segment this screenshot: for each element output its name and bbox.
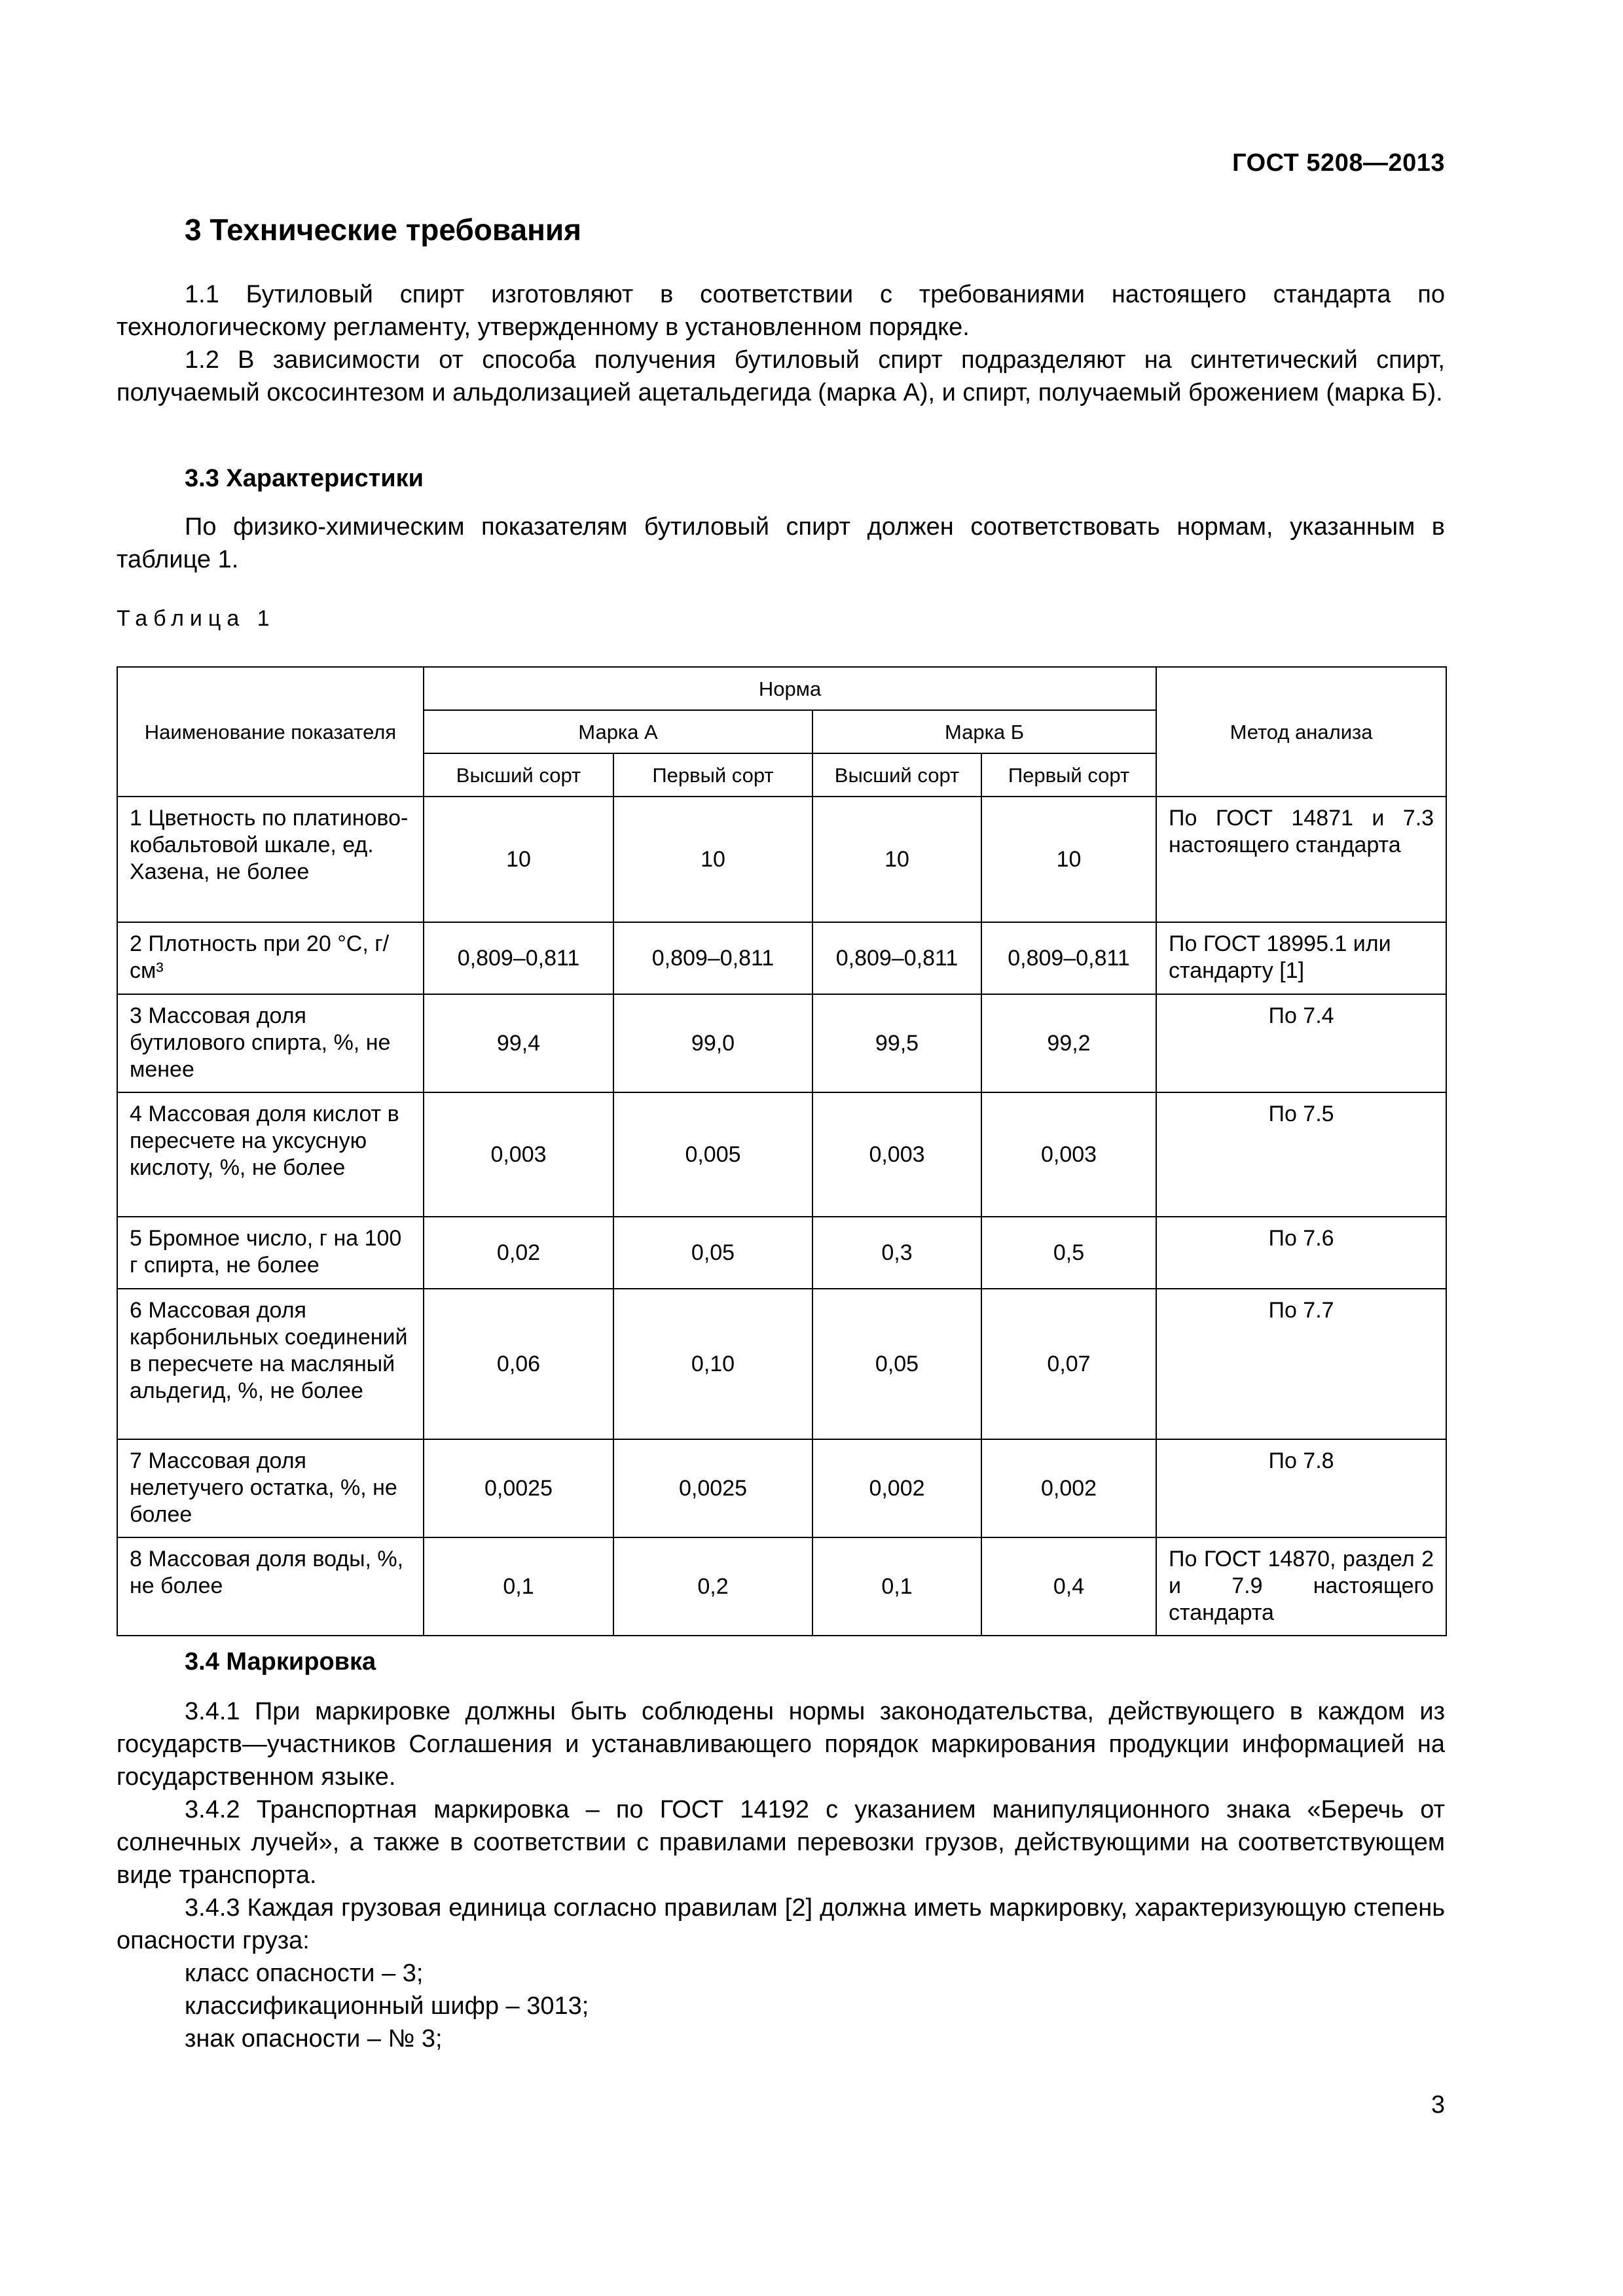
row-name: 4 Массовая доля кислот в пересчете на уксусную кислоту, %, не более xyxy=(117,1092,424,1217)
subsection-title-characteristics: 3.3 Характеристики xyxy=(185,465,424,492)
page-number: 3 xyxy=(1431,2091,1445,2119)
paragraph-3-4-3: 3.4.3 Каждая грузовая единица согласно правилам [2] должна иметь маркировку, характеризующую степень опасности груза: xyxy=(117,1894,1445,1954)
cell-method: По ГОСТ 14870, раздел 2 и 7.9 настоящего стандарта xyxy=(1156,1537,1446,1636)
header-grade-a: Марка А xyxy=(424,710,812,753)
cell-a-top: 0,809–0,811 xyxy=(424,922,613,994)
cell-b-first: 0,809–0,811 xyxy=(981,922,1156,994)
cell-a-top: 0,1 xyxy=(424,1537,613,1636)
cell-b-first: 99,2 xyxy=(981,994,1156,1092)
list-item: знак опасности – № 3; xyxy=(185,2025,443,2053)
table-row xyxy=(117,1289,1446,1439)
specs-table xyxy=(117,666,1447,1636)
cell-a-first: 99,0 xyxy=(613,994,812,1092)
cell-b-top: 0,002 xyxy=(812,1439,981,1537)
cell-a-first: 0,005 xyxy=(613,1092,812,1217)
cell-a-top: 10 xyxy=(424,797,613,922)
row-name: 5 Бромное число, г на 100 г спирта, не более xyxy=(117,1217,424,1289)
row-name: 8 Массовая доля воды, %, не более xyxy=(117,1537,424,1636)
cell-a-first: 0,05 xyxy=(613,1217,812,1289)
header-name: Наименование показателя xyxy=(117,667,424,797)
document-id: ГОСТ 5208—2013 xyxy=(1232,149,1445,177)
paragraph-1-1: 1.1 Бутиловый спирт изготовляют в соответствии с требованиями настоящего стандарта по технологическому регламенту, утвержденному в установленном порядке. xyxy=(117,281,1445,341)
cell-a-top: 0,0025 xyxy=(424,1439,613,1537)
table-row xyxy=(117,922,1446,994)
cell-b-first: 0,5 xyxy=(981,1217,1156,1289)
cell-method: По 7.4 xyxy=(1156,994,1446,1092)
row-name: 1 Цветность по платиново-кобальтовой шкале, ед. Хазена, не более xyxy=(117,797,424,922)
cell-method: По ГОСТ 18995.1 или стандарту [1] xyxy=(1156,922,1446,994)
cell-a-top: 0,003 xyxy=(424,1092,613,1217)
list-item: классификационный шифр – 3013; xyxy=(185,1992,589,2020)
cell-a-first: 10 xyxy=(613,797,812,922)
cell-b-first: 0,002 xyxy=(981,1439,1156,1537)
row-name: 3 Массовая доля бутилового спирта, %, не менее xyxy=(117,994,424,1092)
header-method: Метод анализа xyxy=(1156,667,1446,797)
paragraph-3-4-2: 3.4.2 Транспортная маркировка – по ГОСТ 14192 с указанием манипуляционного знака «Беречь от солнечных лучей», а также в соответствии с правилами перевозки грузов, действующими на соответствующем виде транспорта. xyxy=(117,1796,1445,1889)
subsection-title-marking: 3.4 Маркировка xyxy=(185,1648,376,1676)
cell-a-first: 0,809–0,811 xyxy=(613,922,812,994)
cell-b-top: 0,3 xyxy=(812,1217,981,1289)
cell-method: По 7.6 xyxy=(1156,1217,1446,1289)
table-row xyxy=(117,1439,1446,1537)
cell-b-first: 0,07 xyxy=(981,1289,1156,1439)
marking-paragraphs xyxy=(117,1695,1445,2055)
characteristics-paragraph xyxy=(117,511,1445,576)
cell-b-top: 0,05 xyxy=(812,1289,981,1439)
cell-b-top: 99,5 xyxy=(812,994,981,1092)
paragraph-1-2: 1.2 В зависимости от способа получения бутиловый спирт подразделяют на синтетический спирт, получаемый оксосинтезом и альдолизацией ацетальдегида (марка А), и спирт, получаемый брожением (марка Б). xyxy=(117,346,1445,406)
cell-a-top: 0,06 xyxy=(424,1289,613,1439)
cell-a-first: 0,10 xyxy=(613,1289,812,1439)
header-b-first: Первый сорт xyxy=(981,753,1156,797)
section-title: 3 Технические требования xyxy=(185,213,581,247)
row-name: 7 Массовая доля нелетучего остатка, %, не более xyxy=(117,1439,424,1537)
cell-b-top: 0,1 xyxy=(812,1537,981,1636)
cell-b-first: 10 xyxy=(981,797,1156,922)
table-caption: Таблица 1 xyxy=(117,606,276,631)
cell-a-top: 0,02 xyxy=(424,1217,613,1289)
cell-b-first: 0,4 xyxy=(981,1537,1156,1636)
list-item: класс опасности – 3; xyxy=(185,1960,424,1987)
cell-b-first: 0,003 xyxy=(981,1092,1156,1217)
row-name: 2 Плотность при 20 °С, г/см³ xyxy=(117,922,424,994)
header-norm: Норма xyxy=(424,667,1156,710)
table-row xyxy=(117,994,1446,1092)
intro-paragraphs xyxy=(117,278,1445,409)
cell-b-top: 0,003 xyxy=(812,1092,981,1217)
cell-a-top: 99,4 xyxy=(424,994,613,1092)
row-name: 6 Массовая доля карбонильных соединений в пересчете на масляный альдегид, %, не более xyxy=(117,1289,424,1439)
table-row xyxy=(117,1217,1446,1289)
table-row xyxy=(117,1537,1446,1636)
cell-method: По 7.5 xyxy=(1156,1092,1446,1217)
cell-a-first: 0,0025 xyxy=(613,1439,812,1537)
table-row xyxy=(117,797,1446,922)
cell-method: По 7.8 xyxy=(1156,1439,1446,1537)
table-row xyxy=(117,1092,1446,1217)
header-a-top: Высший сорт xyxy=(424,753,613,797)
paragraph-3-4-1: 3.4.1 При маркировке должны быть соблюдены нормы законодательства, действующего в каждом из государств—участников Соглашения и устанавливающего порядок маркирования продукции информацией на государственном языке. xyxy=(117,1698,1445,1791)
paragraph-3-3: По физико-химическим показателям бутиловый спирт должен соответствовать нормам, указанным в таблице 1. xyxy=(117,513,1445,573)
marking-list xyxy=(117,1957,1445,2055)
cell-a-first: 0,2 xyxy=(613,1537,812,1636)
cell-method: По ГОСТ 14871 и 7.3 настоящего стандарта xyxy=(1156,797,1446,922)
cell-method: По 7.7 xyxy=(1156,1289,1446,1439)
cell-b-top: 0,809–0,811 xyxy=(812,922,981,994)
header-a-first: Первый сорт xyxy=(613,753,812,797)
cell-b-top: 10 xyxy=(812,797,981,922)
header-grade-b: Марка Б xyxy=(812,710,1156,753)
header-b-top: Высший сорт xyxy=(812,753,981,797)
